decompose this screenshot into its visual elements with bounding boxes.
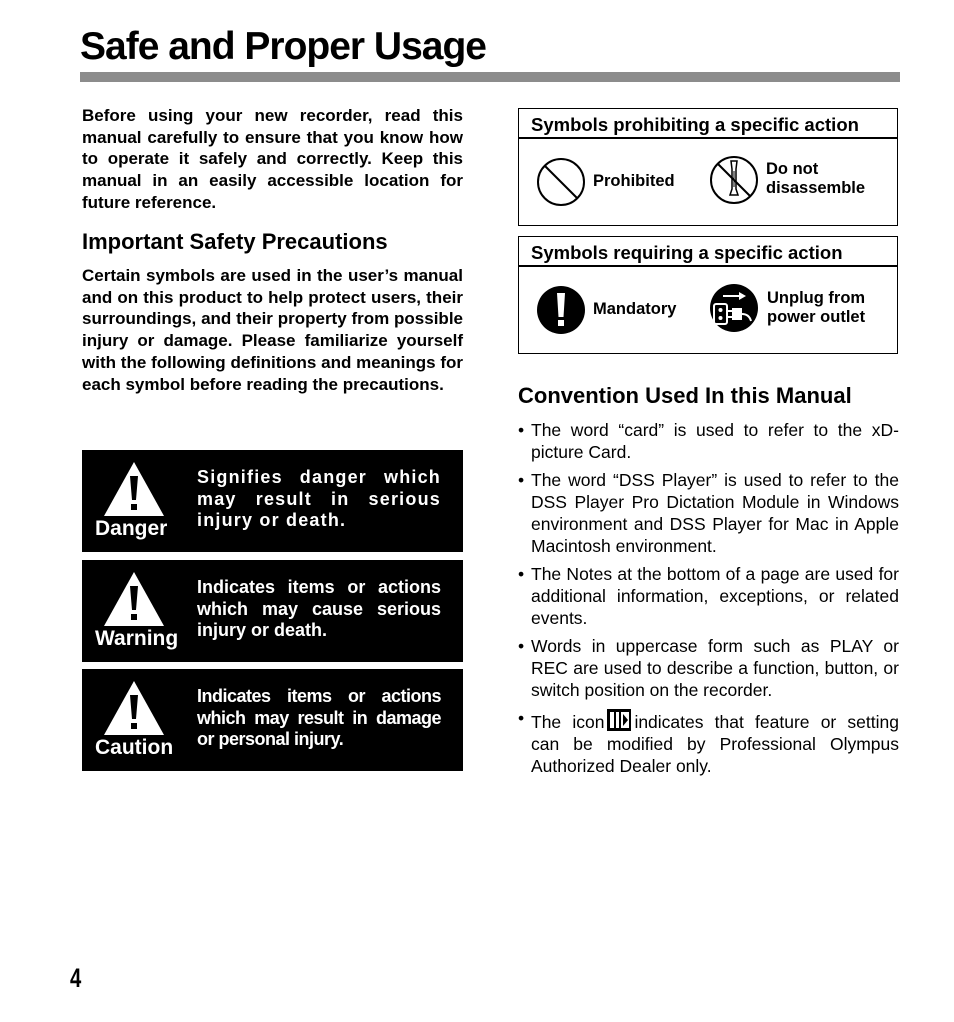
convention-heading: Convention Used In this Manual [518, 383, 852, 408]
warning-description: Indicates items or actions which may cause serious injury or death. [197, 577, 441, 640]
warning-label: Warning [95, 627, 179, 650]
list-item-text: The word “card” is used to refer to the xD-picture Card. [531, 420, 899, 462]
unplug-label-line2: power outlet [767, 308, 866, 326]
warning-box [82, 560, 463, 662]
list-item-text: Words in uppercase form such as PLAY or REC are used to describe a function, button, or switch position on the recorder. [531, 636, 899, 700]
danger-box [82, 450, 463, 552]
danger-description: Signifies danger which may result in serious injury or death. [197, 467, 441, 530]
danger-label: Danger [95, 517, 168, 540]
caution-label: Caution [95, 736, 174, 759]
list-item [518, 708, 899, 777]
bullet: • [518, 708, 525, 729]
caution-box [82, 669, 463, 771]
convention-list [518, 420, 899, 785]
mandatory-icon [536, 285, 586, 335]
bullet: • [518, 420, 525, 440]
bullet: • [518, 564, 525, 585]
unplug-label-line1: Unplug from [767, 289, 866, 307]
list-item-text: The icon [531, 712, 605, 733]
unplug-icon [709, 283, 759, 333]
requiring-symbols-box [518, 236, 898, 354]
bullet: • [518, 636, 525, 657]
list-item-text: indicates that feature or setting can be modified by Professional Olympus Authorized Dealer only. [531, 712, 899, 776]
safety-paragraph: Certain symbols are used in the user’s manual and on this product to help protect users, their surroundings, and their property from possible injury or damage. Please familiarize yourself with the following definitions and meanings for each symbol before reading the precautions. [82, 266, 463, 394]
list-item [518, 636, 899, 701]
prohibited-icon [536, 157, 586, 207]
list-item-text: The word “DSS Player” is used to refer to the DSS Player Pro Dictation Module in Windows environment and DSS Player for Mac in Apple Macintosh environment. [531, 470, 899, 556]
exclamation-triangle-icon [102, 570, 166, 628]
safety-heading: Important Safety Precautions [82, 229, 388, 254]
unplug-label [767, 289, 865, 327]
list-item [518, 470, 899, 557]
list-item [518, 420, 899, 463]
prohibiting-heading: Symbols prohibiting a specific action [519, 109, 897, 139]
list-item [518, 564, 899, 629]
do-not-disassemble-label [766, 160, 865, 198]
do-not-disassemble-label-line2: disassemble [766, 179, 866, 197]
caution-description: Indicates items or actions which may result in damage or personal injury. [197, 686, 441, 749]
exclamation-triangle-icon [102, 460, 166, 518]
exclamation-triangle-icon [102, 679, 166, 737]
dealer-icon [606, 708, 632, 732]
title-rule [80, 72, 900, 82]
prohibited-label: Prohibited [593, 172, 675, 190]
requiring-heading: Symbols requiring a specific action [519, 237, 897, 267]
mandatory-label: Mandatory [593, 300, 677, 318]
page-number: 4 [70, 963, 82, 993]
bullet: • [518, 470, 525, 491]
prohibiting-symbols-box [518, 108, 898, 226]
do-not-disassemble-icon [709, 155, 759, 205]
page-title: Safe and Proper Usage [80, 25, 486, 68]
do-not-disassemble-label-line1: Do not [766, 160, 819, 178]
intro-paragraph: Before using your new recorder, read this manual carefully to ensure that you know how to operate it safely and correctly. Keep this manual in an easily accessible location for future reference. [82, 106, 463, 212]
list-item-text: The Notes at the bottom of a page are used for additional information, exceptions, or related events. [531, 564, 899, 628]
